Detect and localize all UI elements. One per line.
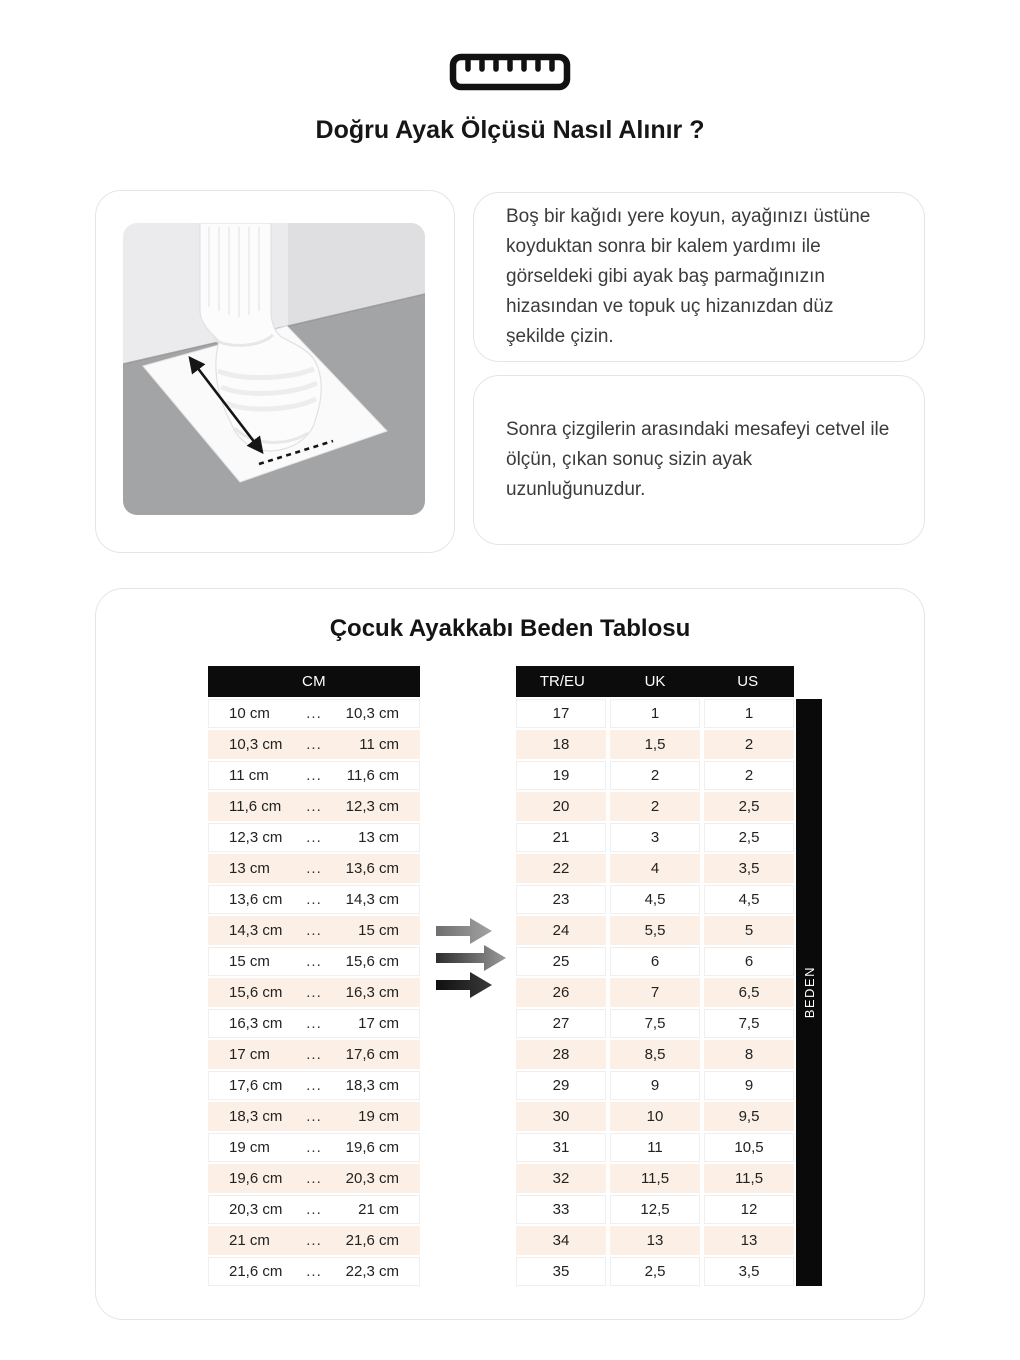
cm-to-value: 22,3 cm bbox=[345, 1263, 399, 1280]
range-separator: ... bbox=[306, 1232, 322, 1249]
us-value: 5 bbox=[704, 916, 794, 945]
cm-to-value: 15,6 cm bbox=[345, 953, 399, 970]
us-value: 2 bbox=[704, 730, 794, 759]
tr-eu-value: 20 bbox=[516, 792, 606, 821]
cm-to-value: 19,6 cm bbox=[345, 1139, 399, 1156]
col-header-tr-eu: TR/EU bbox=[539, 673, 585, 690]
tr-eu-value: 29 bbox=[516, 1071, 606, 1100]
cm-from-value: 14,3 cm bbox=[229, 922, 283, 939]
measurement-photo-card bbox=[95, 190, 455, 553]
size-table-row bbox=[516, 761, 794, 790]
cm-to-value: 21,6 cm bbox=[345, 1232, 399, 1249]
uk-value: 3 bbox=[610, 823, 700, 852]
uk-value: 2,5 bbox=[610, 1257, 700, 1286]
cm-from-value: 16,3 cm bbox=[229, 1015, 283, 1032]
uk-value: 13 bbox=[610, 1226, 700, 1255]
cm-from-value: 11 cm bbox=[229, 767, 269, 784]
tr-eu-value: 24 bbox=[516, 916, 606, 945]
us-value: 2 bbox=[704, 761, 794, 790]
uk-value: 7 bbox=[610, 978, 700, 1007]
uk-value: 7,5 bbox=[610, 1009, 700, 1038]
us-value: 8 bbox=[704, 1040, 794, 1069]
instruction-step-2: Sonra çizgilerin arasındaki mesafeyi cetvel ile ölçün, çıkan sonuç sizin ayak uzunluğunuzdur. bbox=[506, 419, 890, 500]
cm-table-row bbox=[208, 792, 420, 821]
cm-table-row bbox=[208, 761, 420, 790]
cm-table-row bbox=[208, 1164, 420, 1193]
size-table-row bbox=[516, 1195, 794, 1224]
size-table-row bbox=[516, 885, 794, 914]
cm-to-value: 12,3 cm bbox=[345, 798, 399, 815]
cm-table-row bbox=[208, 1195, 420, 1224]
uk-value: 4,5 bbox=[610, 885, 700, 914]
cm-table-row bbox=[208, 916, 420, 945]
cm-table-row bbox=[208, 1226, 420, 1255]
tr-eu-value: 27 bbox=[516, 1009, 606, 1038]
cm-table-row bbox=[208, 699, 420, 728]
ruler-icon bbox=[0, 53, 1020, 91]
cm-to-value: 17,6 cm bbox=[345, 1046, 399, 1063]
cm-table-body bbox=[208, 699, 420, 1286]
us-value: 2,5 bbox=[704, 823, 794, 852]
cm-from-value: 19,6 cm bbox=[229, 1170, 283, 1187]
uk-value: 10 bbox=[610, 1102, 700, 1131]
us-value: 10,5 bbox=[704, 1133, 794, 1162]
size-table-row bbox=[516, 1164, 794, 1193]
uk-value: 1 bbox=[610, 699, 700, 728]
size-table-row bbox=[516, 854, 794, 883]
tr-eu-value: 25 bbox=[516, 947, 606, 976]
cm-table-row bbox=[208, 823, 420, 852]
cm-table-row bbox=[208, 1040, 420, 1069]
uk-value: 2 bbox=[610, 792, 700, 821]
us-value: 12 bbox=[704, 1195, 794, 1224]
cm-from-value: 10,3 cm bbox=[229, 736, 283, 753]
cm-to-value: 20,3 cm bbox=[345, 1170, 399, 1187]
instruction-card-1 bbox=[473, 192, 925, 362]
col-header-us: US bbox=[737, 673, 759, 690]
range-separator: ... bbox=[306, 922, 322, 939]
size-table-row bbox=[516, 1009, 794, 1038]
tr-eu-value: 34 bbox=[516, 1226, 606, 1255]
cm-table-row bbox=[208, 1102, 420, 1131]
range-separator: ... bbox=[306, 984, 322, 1001]
uk-value: 4 bbox=[610, 854, 700, 883]
beden-label-text: BEDEN bbox=[801, 966, 817, 1019]
cm-from-value: 11,6 cm bbox=[229, 798, 282, 815]
cm-from-value: 13 cm bbox=[229, 860, 270, 877]
range-separator: ... bbox=[306, 736, 322, 753]
tr-eu-value: 26 bbox=[516, 978, 606, 1007]
cm-table-row bbox=[208, 730, 420, 759]
uk-value: 12,5 bbox=[610, 1195, 700, 1224]
size-table-header bbox=[516, 666, 794, 697]
cm-from-value: 15,6 cm bbox=[229, 984, 283, 1001]
tr-eu-value: 31 bbox=[516, 1133, 606, 1162]
tr-eu-value: 17 bbox=[516, 699, 606, 728]
cm-table-row bbox=[208, 978, 420, 1007]
size-table-row bbox=[516, 792, 794, 821]
size-table-row bbox=[516, 699, 794, 728]
cm-to-value: 11,6 cm bbox=[346, 767, 399, 784]
uk-value: 5,5 bbox=[610, 916, 700, 945]
col-header-uk: UK bbox=[644, 673, 666, 690]
uk-value: 11,5 bbox=[610, 1164, 700, 1193]
cm-to-value: 11 cm bbox=[359, 736, 399, 753]
range-separator: ... bbox=[306, 860, 322, 877]
cm-from-value: 18,3 cm bbox=[229, 1108, 283, 1125]
us-value: 13 bbox=[704, 1226, 794, 1255]
cm-from-value: 19 cm bbox=[229, 1139, 270, 1156]
uk-value: 6 bbox=[610, 947, 700, 976]
transfer-arrows-icon bbox=[432, 911, 508, 1010]
tr-eu-value: 32 bbox=[516, 1164, 606, 1193]
size-table-row bbox=[516, 1226, 794, 1255]
uk-value: 2 bbox=[610, 761, 700, 790]
us-value: 11,5 bbox=[704, 1164, 794, 1193]
cm-to-value: 16,3 cm bbox=[345, 984, 399, 1001]
range-separator: ... bbox=[306, 1077, 322, 1094]
size-table-row bbox=[516, 1102, 794, 1131]
size-conversion-table bbox=[516, 666, 794, 1288]
size-table-row bbox=[516, 916, 794, 945]
cm-from-value: 17,6 cm bbox=[229, 1077, 283, 1094]
range-separator: ... bbox=[306, 705, 322, 722]
size-table-row bbox=[516, 1071, 794, 1100]
cm-to-value: 14,3 cm bbox=[345, 891, 399, 908]
us-value: 2,5 bbox=[704, 792, 794, 821]
foot-measurement-photo bbox=[123, 223, 425, 515]
cm-from-value: 15 cm bbox=[229, 953, 270, 970]
tr-eu-value: 22 bbox=[516, 854, 606, 883]
instruction-step-1: Boş bir kağıdı yere koyun, ayağınızı üstüne koyduktan sonra bir kalem yardımı ile görseldeki gibi ayak baş parmağınızın hizasından ve topuk uç hizanızdan düz şekilde çizin. bbox=[506, 206, 871, 347]
tr-eu-value: 28 bbox=[516, 1040, 606, 1069]
size-table-row bbox=[516, 947, 794, 976]
range-separator: ... bbox=[306, 891, 322, 908]
cm-table-row bbox=[208, 947, 420, 976]
cm-table-row bbox=[208, 854, 420, 883]
us-value: 3,5 bbox=[704, 1257, 794, 1286]
range-separator: ... bbox=[306, 1015, 322, 1032]
size-table-row bbox=[516, 1257, 794, 1286]
cm-to-value: 13 cm bbox=[358, 829, 399, 846]
cm-to-value: 21 cm bbox=[358, 1201, 399, 1218]
range-separator: ... bbox=[306, 1139, 322, 1156]
us-value: 4,5 bbox=[704, 885, 794, 914]
tr-eu-value: 21 bbox=[516, 823, 606, 852]
cm-to-value: 19 cm bbox=[358, 1108, 399, 1125]
size-chart-title: Çocuk Ayakkabı Beden Tablosu bbox=[329, 615, 691, 642]
page-title: Doğru Ayak Ölçüsü Nasıl Alınır ? bbox=[315, 116, 705, 144]
tr-eu-value: 23 bbox=[516, 885, 606, 914]
cm-table-row bbox=[208, 1009, 420, 1038]
tr-eu-value: 35 bbox=[516, 1257, 606, 1286]
cm-from-value: 21 cm bbox=[229, 1232, 270, 1249]
beden-side-label bbox=[796, 699, 822, 1286]
cm-from-value: 21,6 cm bbox=[229, 1263, 283, 1280]
size-table-row bbox=[516, 730, 794, 759]
cm-table-row bbox=[208, 1257, 420, 1286]
range-separator: ... bbox=[306, 1263, 322, 1280]
range-separator: ... bbox=[306, 829, 322, 846]
range-separator: ... bbox=[306, 1201, 322, 1218]
tr-eu-value: 30 bbox=[516, 1102, 606, 1131]
range-separator: ... bbox=[306, 1108, 322, 1125]
us-value: 6,5 bbox=[704, 978, 794, 1007]
cm-to-value: 18,3 cm bbox=[345, 1077, 399, 1094]
cm-to-value: 17 cm bbox=[358, 1015, 399, 1032]
cm-table-header: CM bbox=[208, 666, 420, 697]
range-separator: ... bbox=[306, 953, 322, 970]
uk-value: 8,5 bbox=[610, 1040, 700, 1069]
cm-to-value: 13,6 cm bbox=[345, 860, 399, 877]
us-value: 1 bbox=[704, 699, 794, 728]
cm-table-row bbox=[208, 1071, 420, 1100]
instruction-card-2 bbox=[473, 375, 925, 545]
uk-value: 1,5 bbox=[610, 730, 700, 759]
range-separator: ... bbox=[306, 1046, 322, 1063]
us-value: 6 bbox=[704, 947, 794, 976]
us-value: 9,5 bbox=[704, 1102, 794, 1131]
tr-eu-value: 18 bbox=[516, 730, 606, 759]
cm-table-row bbox=[208, 885, 420, 914]
cm-from-value: 20,3 cm bbox=[229, 1201, 283, 1218]
range-separator: ... bbox=[306, 767, 322, 784]
size-table-row bbox=[516, 1040, 794, 1069]
size-table-row bbox=[516, 978, 794, 1007]
range-separator: ... bbox=[306, 798, 322, 815]
size-chart-card bbox=[95, 588, 925, 1320]
tr-eu-value: 19 bbox=[516, 761, 606, 790]
size-table-row bbox=[516, 1133, 794, 1162]
range-separator: ... bbox=[306, 1170, 322, 1187]
cm-to-value: 10,3 cm bbox=[345, 705, 399, 722]
cm-range-table bbox=[208, 666, 420, 1288]
cm-from-value: 17 cm bbox=[229, 1046, 270, 1063]
us-value: 3,5 bbox=[704, 854, 794, 883]
us-value: 9 bbox=[704, 1071, 794, 1100]
size-table-row bbox=[516, 823, 794, 852]
cm-from-value: 13,6 cm bbox=[229, 891, 283, 908]
uk-value: 9 bbox=[610, 1071, 700, 1100]
cm-table-row bbox=[208, 1133, 420, 1162]
tr-eu-value: 33 bbox=[516, 1195, 606, 1224]
us-value: 7,5 bbox=[704, 1009, 794, 1038]
cm-from-value: 10 cm bbox=[229, 705, 270, 722]
cm-from-value: 12,3 cm bbox=[229, 829, 283, 846]
uk-value: 11 bbox=[610, 1133, 700, 1162]
size-table-body bbox=[516, 699, 794, 1286]
cm-to-value: 15 cm bbox=[358, 922, 399, 939]
